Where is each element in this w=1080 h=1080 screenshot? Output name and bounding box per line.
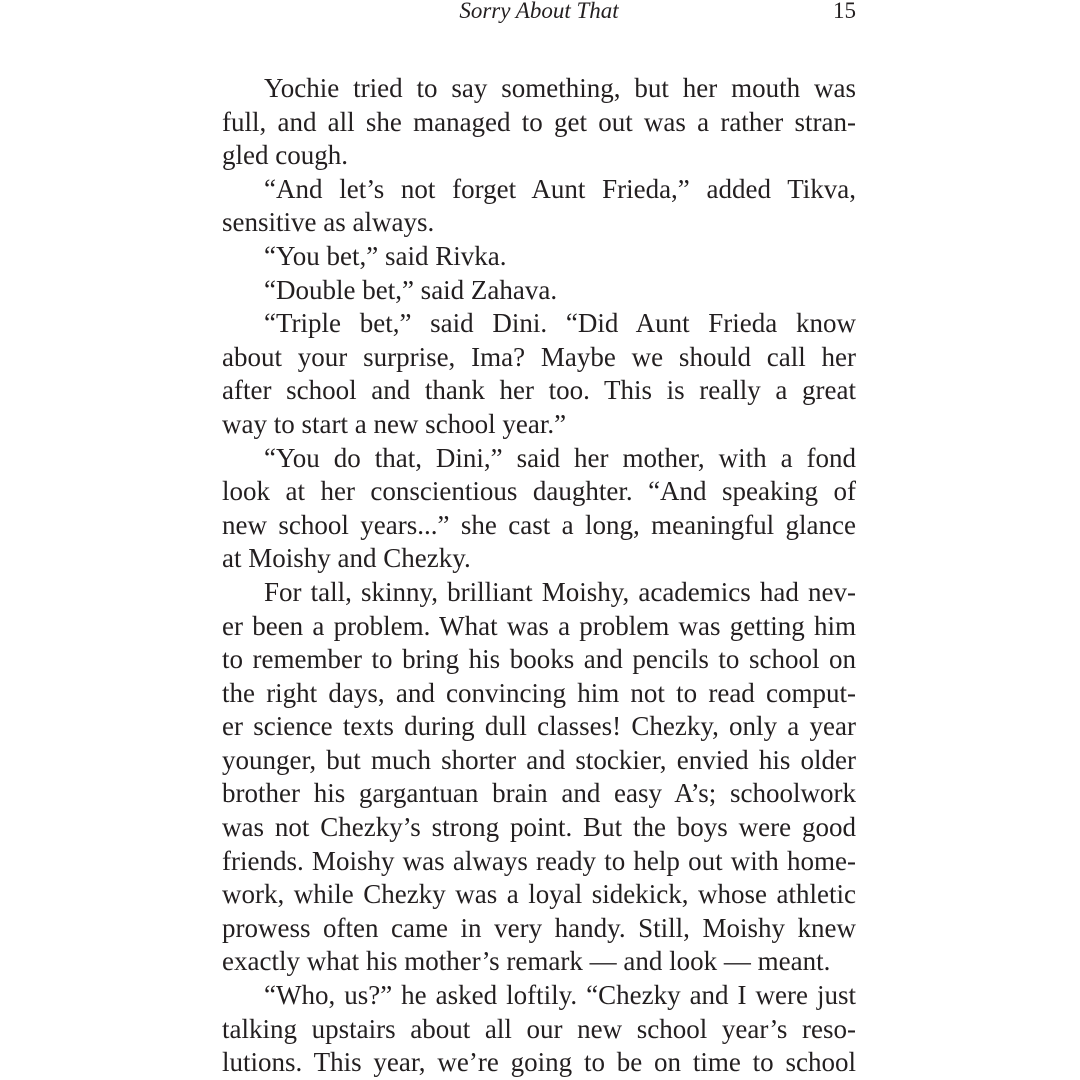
text-line: at Moishy and Chezky. (222, 543, 471, 574)
paragraph (222, 173, 856, 240)
text-line: was not Chezky’s strong point. But the boys were good (222, 812, 856, 843)
text-line: sensitive as always. (222, 207, 435, 238)
text-line: way to start a new school year.” (222, 408, 567, 439)
paragraph (222, 576, 856, 979)
text-line: “Who, us?” he asked loftily. “Chezky and I were just (264, 980, 856, 1011)
running-head (222, 0, 856, 24)
paragraph (222, 274, 856, 308)
text-line: “Triple bet,” said Dini. “Did Aunt Frieda know (264, 308, 856, 339)
text-line: prowess often came in very handy. Still, Moishy knew (222, 912, 856, 943)
text-line: exactly what his mother’s remark — and look — meant. (222, 946, 831, 977)
text-line: after school and thank her too. This is really a great (222, 375, 856, 406)
paragraph (222, 72, 856, 173)
text-line: friends. Moishy was always ready to help out with home- (222, 845, 856, 876)
text-line: Yochie tried to say something, but her mouth was (264, 73, 856, 103)
text-line: new school years...” she cast a long, meaningful glance (222, 509, 856, 540)
paragraph (222, 979, 856, 1080)
paragraph (222, 307, 856, 441)
text-line: younger, but much shorter and stockier, envied his older (222, 744, 856, 775)
text-line: gled cough. (222, 140, 348, 171)
text-line: the right days, and convincing him not to read comput- (222, 677, 856, 708)
text-line: brother his gargantuan brain and easy A’s; schoolwork (222, 778, 856, 809)
text-line: er been a problem. What was a problem was getting him (222, 610, 856, 641)
text-line: “Double bet,” said Zahava. (264, 274, 558, 305)
text-line: look at her conscientious daughter. “And speaking of (222, 476, 856, 507)
paragraph (222, 240, 856, 274)
paragraph (222, 442, 856, 576)
running-title: Sorry About That (459, 0, 619, 23)
text-line: lutions. This year, we’re going to be on time to school (222, 1047, 856, 1078)
text-line: “You bet,” said Rivka. (264, 240, 507, 271)
text-line: talking upstairs about all our new school year’s reso- (222, 1013, 856, 1044)
text-line: full, and all she managed to get out was a rather stran- (222, 106, 856, 137)
text-line: “You do that, Dini,” said her mother, with a fond (264, 442, 856, 473)
body-text (222, 72, 856, 1080)
text-line: “And let’s not forget Aunt Frieda,” added Tikva, (264, 173, 856, 204)
text-line: about your surprise, Ima? Maybe we should call her (222, 341, 856, 372)
text-line: to remember to bring his books and pencils to school on (222, 644, 856, 675)
text-line: For tall, skinny, brilliant Moishy, academics had nev- (264, 576, 856, 607)
page-number: 15 (833, 0, 856, 23)
text-line: er science texts during dull classes! Chezky, only a year (222, 711, 856, 742)
text-line: work, while Chezky was a loyal sidekick, whose athletic (222, 879, 856, 910)
